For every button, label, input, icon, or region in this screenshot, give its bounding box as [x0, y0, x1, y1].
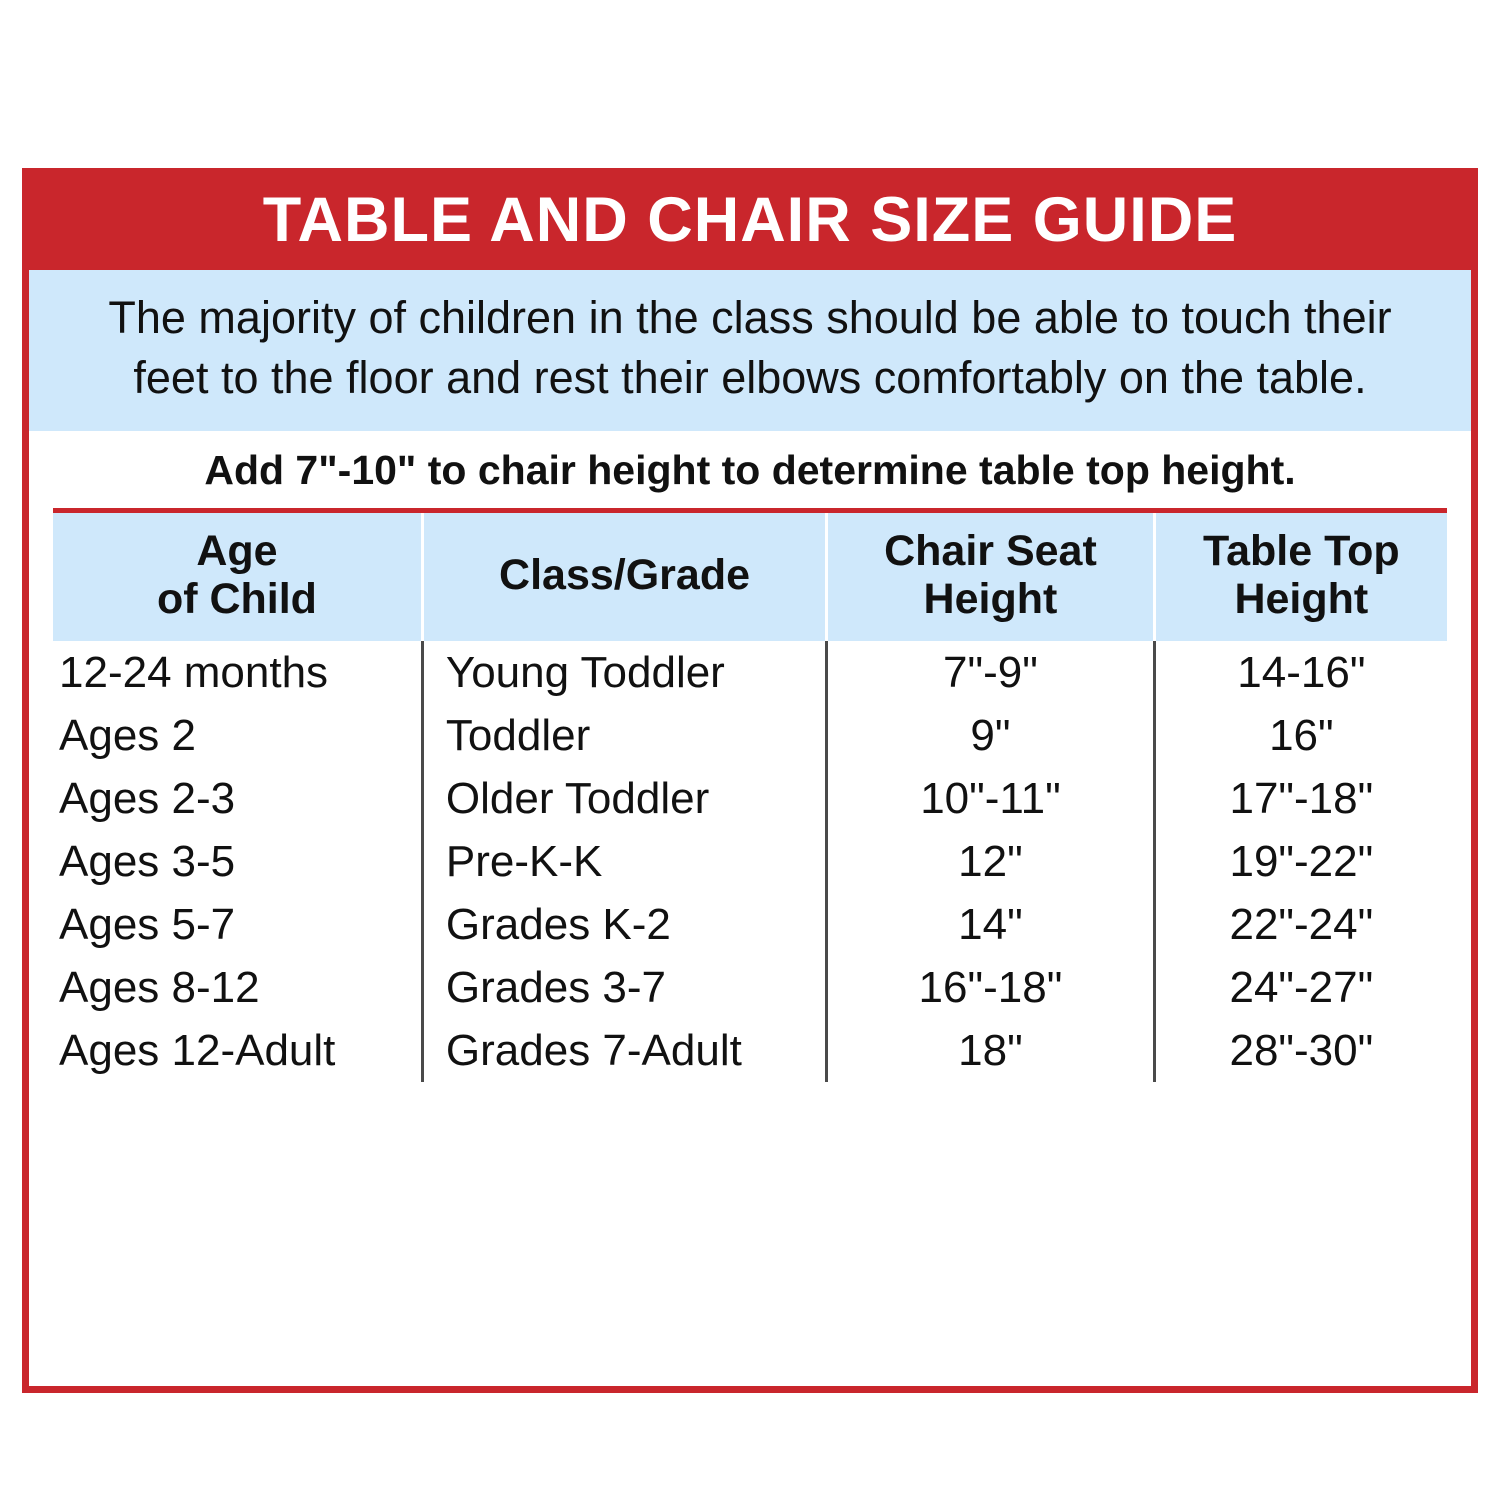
cell-age: 12-24 months — [59, 647, 329, 697]
cell-top: 28"-30" — [1154, 1019, 1447, 1082]
cell-top: 19"-22" — [1154, 830, 1447, 893]
cell-class: Grades K-2 — [422, 893, 826, 956]
column-header-chair-seat-line1: Chair Seat — [884, 526, 1097, 575]
column-header-table-top-line1: Table Top — [1203, 526, 1400, 575]
cell-age: Ages 2-3 — [59, 773, 236, 823]
cell-age: Ages 2 — [59, 710, 196, 760]
column-header-chair-seat-height — [827, 510, 1155, 641]
cell-top: 22"-24" — [1154, 893, 1447, 956]
cell-age: Ages 8-12 — [59, 963, 260, 1013]
page-title-bar — [29, 175, 1471, 270]
table-row — [53, 956, 1447, 1019]
column-header-age-line2: of Child — [156, 574, 317, 623]
size-table — [53, 508, 1447, 1083]
column-header-table-top-line2: Height — [1234, 574, 1369, 623]
table-row — [53, 1019, 1447, 1082]
table-body — [53, 641, 1447, 1082]
cell-top: 17"-18" — [1154, 767, 1447, 830]
cell-age: Ages 5-7 — [59, 900, 236, 950]
column-header-chair-seat-line2: Height — [923, 574, 1058, 623]
cell-seat: 7"-9" — [827, 641, 1155, 704]
cell-class: Pre-K-K — [422, 830, 826, 893]
cell-top: 14-16" — [1154, 641, 1447, 704]
cell-class: Grades 3-7 — [422, 956, 826, 1019]
cell-class: Young Toddler — [422, 641, 826, 704]
column-header-class-grade — [422, 510, 826, 641]
cell-age: Ages 3-5 — [59, 837, 236, 886]
page-title: TABLE AND CHAIR SIZE GUIDE — [262, 185, 1238, 255]
subheadline-text: Add 7"-10" to chair height to determine table top height. — [204, 446, 1296, 493]
intro-text: The majority of children in the class should be able to touch their feet to the floor and rest their elbows comfortably on the table. — [108, 292, 1392, 404]
column-header-age — [53, 510, 422, 641]
column-header-class-grade-line1: Class/Grade — [499, 550, 751, 599]
cell-age: Ages 12-Adult — [59, 1026, 336, 1076]
table-row — [53, 893, 1447, 956]
cell-seat: 12" — [827, 830, 1155, 893]
size-guide-card — [22, 168, 1478, 1393]
column-header-age-line1: Age — [196, 526, 278, 575]
cell-class: Toddler — [422, 704, 826, 767]
cell-class: Grades 7-Adult — [422, 1019, 826, 1082]
cell-seat: 18" — [827, 1019, 1155, 1082]
intro-panel — [29, 270, 1471, 431]
cell-class: Older Toddler — [422, 767, 826, 830]
cell-seat: 10"-11" — [827, 767, 1155, 830]
subheadline — [29, 431, 1471, 508]
cell-top: 16" — [1154, 704, 1447, 767]
table-row — [53, 830, 1447, 893]
table-row — [53, 704, 1447, 767]
table-header-row — [53, 510, 1447, 641]
cell-seat: 14" — [827, 893, 1155, 956]
cell-seat: 16"-18" — [827, 956, 1155, 1019]
cell-seat: 9" — [827, 704, 1155, 767]
table-row — [53, 767, 1447, 830]
size-table-wrapper — [29, 508, 1471, 1386]
column-header-table-top-height — [1154, 510, 1447, 641]
table-row — [53, 641, 1447, 704]
cell-top: 24"-27" — [1154, 956, 1447, 1019]
table-header — [53, 510, 1447, 641]
